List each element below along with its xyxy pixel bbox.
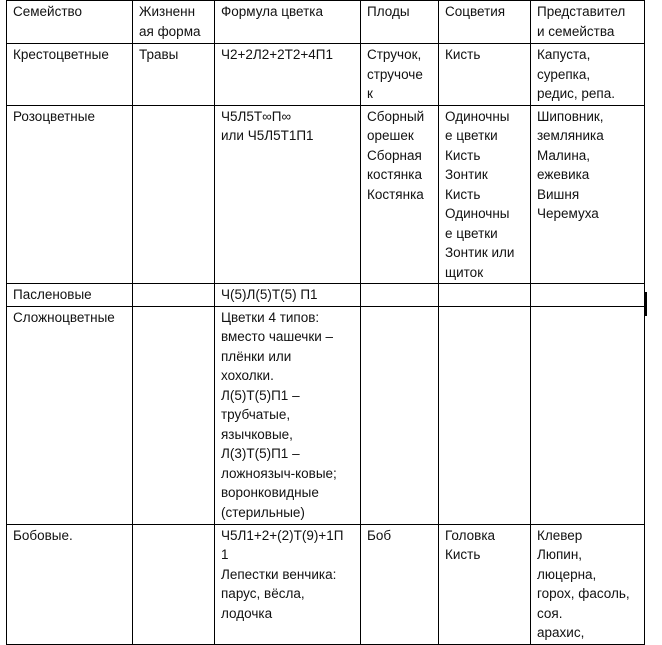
cell-inflorescence xyxy=(439,306,531,524)
cell-representatives: Клевер Люпин, люцерна, горох, фасоль, соя. арахис, xyxy=(531,524,645,644)
header-life-form: Жизненн ая форма xyxy=(133,1,215,44)
cell-family: Пасленовые xyxy=(7,284,133,307)
cell-fruits: Боб xyxy=(361,524,439,644)
cell-fruits: Сборный орешек Сборная костянка Костянка xyxy=(361,105,439,284)
table-row xyxy=(7,44,645,106)
table-row xyxy=(7,105,645,284)
cell-life-form: Травы xyxy=(133,44,215,106)
cell-life-form xyxy=(133,105,215,284)
cell-family: Розоцветные xyxy=(7,105,133,284)
cell-representatives xyxy=(531,284,645,307)
table-row xyxy=(7,284,645,307)
cell-family: Сложноцветные xyxy=(7,306,133,524)
header-row xyxy=(7,1,645,44)
text-cursor xyxy=(645,292,647,316)
cell-family: Бобовые. xyxy=(7,524,133,644)
cell-representatives: Капуста, сурепка, редис, репа. xyxy=(531,44,645,106)
cell-fruits xyxy=(361,306,439,524)
cell-formula: Ч5Л5Т∞П∞ или Ч5Л5Т1П1 xyxy=(215,105,361,284)
table-row xyxy=(7,524,645,644)
cell-inflorescence: Одиночны е цветки Кисть Зонтик Кисть Одиночны е цветки Зонтик или щиток xyxy=(439,105,531,284)
table-row xyxy=(7,306,645,524)
header-representatives: Представител и семейства xyxy=(531,1,645,44)
header-inflorescence: Соцветия xyxy=(439,1,531,44)
cell-family: Крестоцветные xyxy=(7,44,133,106)
cell-fruits: Стручок, стручоче к xyxy=(361,44,439,106)
cell-fruits xyxy=(361,284,439,307)
cell-life-form xyxy=(133,306,215,524)
header-family: Семейство xyxy=(7,1,133,44)
cell-formula: Ч2+2Л2+2Т2+4П1 xyxy=(215,44,361,106)
families-table xyxy=(6,0,645,645)
cell-inflorescence: Головка Кисть xyxy=(439,524,531,644)
header-flower-formula: Формула цветка xyxy=(215,1,361,44)
cell-inflorescence: Кисть xyxy=(439,44,531,106)
cell-formula: Ч5Л1+2+(2)Т(9)+1П 1 Лепестки венчика: парус, вёсла, лодочка xyxy=(215,524,361,644)
cell-inflorescence xyxy=(439,284,531,307)
cell-life-form xyxy=(133,524,215,644)
header-fruits: Плоды xyxy=(361,1,439,44)
cell-formula: Цветки 4 типов: вместо чашечки – плёнки или хохолки. Л(5)Т(5)П1 – трубчатые, язычковые, Л(3)Т(5)П1 – ложноязыч-ковые; воронковидные (стерильные) xyxy=(215,306,361,524)
cell-representatives: Шиповник, земляника Малина, ежевика Вишня Черемуха xyxy=(531,105,645,284)
cell-life-form xyxy=(133,284,215,307)
cell-representatives xyxy=(531,306,645,524)
cell-formula: Ч(5)Л(5)Т(5) П1 xyxy=(215,284,361,307)
